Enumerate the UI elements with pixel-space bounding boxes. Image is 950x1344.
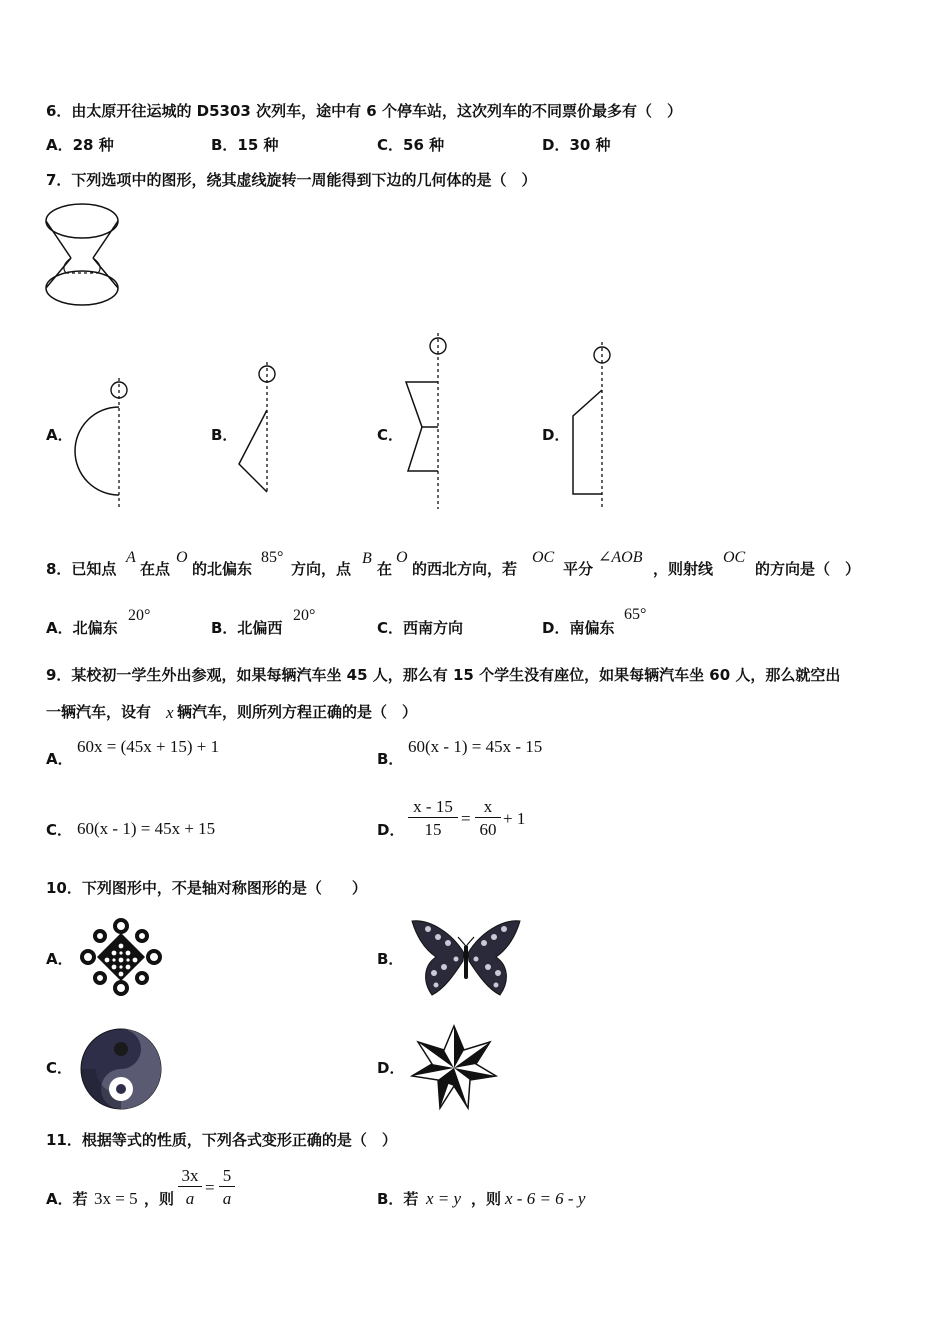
q8-option-b-deg: 20° [293,607,316,624]
q9-eq-d-frac1[interactable] [408,798,458,838]
q11-a-num1: 3x [178,1167,202,1187]
q9-label-b[interactable]: B． [377,750,404,768]
q11-option-a-equals: = [205,1178,215,1197]
q9-eq-b[interactable]: 60(x - 1) = 45x - 15 [408,737,543,756]
q8-point-o-2: O [396,549,408,566]
q9-eq-d-frac2[interactable] [475,798,501,838]
q8-option-a-deg: 20° [128,607,151,624]
star-icon[interactable] [410,1024,498,1112]
q9-eq-d-den1: 15 [424,820,442,839]
q8-ray-oc-2: OC [723,549,746,566]
q8-text-5: 在 [377,560,393,578]
q10-label-a[interactable]: A． [46,950,73,968]
q8-point-b: B [362,550,372,567]
q9-eq-a[interactable]: 60x = (45x + 15) + 1 [77,737,220,756]
q11-option-a-frac1 [178,1167,202,1207]
q9-stem-line1: 9．某校初一学生外出参观，如果每辆汽车坐 45 人，那么有 15 个学生没有座位，如果每辆汽车坐 60 人，那么就空出 [46,666,841,684]
q7-figure-b-triangle[interactable] [230,362,290,502]
q9-label-a[interactable]: A． [46,750,73,768]
q11-option-a-eq: 3x = 5 [94,1189,138,1208]
q11-option-b-mid: ，则 [471,1190,502,1208]
q11-option-a-frac2 [219,1167,235,1207]
q11-option-b-result: x - 6 = 6 - y [505,1189,586,1208]
q8-text-9: 的方向是（ ） [755,560,861,578]
q8-option-c[interactable]: C．西南方向 [377,619,464,637]
q9-eq-d-tail: + 1 [503,809,526,828]
q7-stem: 7．下列选项中的图形，绕其虚线旋转一周能得到下边的几何体的是（ ） [46,171,537,189]
q9-var-x: x [166,703,174,722]
q8-option-b[interactable]: B．北偏西 [211,619,283,637]
q9-eq-c[interactable]: 60(x - 1) = 45x + 15 [77,819,216,838]
q8-text-7: 平分 [563,560,594,578]
q11-a-num2: 5 [219,1167,235,1187]
q9-eq-d-equals: = [461,809,471,828]
q11-option-b-eq: x = y [426,1189,462,1208]
q8-angle-aob: ∠AOB [598,549,643,566]
q9-eq-d-num2: x [475,798,501,818]
q8-text-6: 的西北方向，若 [412,560,518,578]
q8-option-d-deg: 65° [624,606,647,623]
q7-figure-a-semicircle[interactable] [70,376,140,511]
q6-stem: 6．由太原开往运城的 D5303 次列车，途中有 6 个停车站，这次列车的不同票价最多有（ ） [46,102,682,120]
q8-text-4: 方向，点 [291,560,352,578]
q6-option-b[interactable]: B．15 种 [211,136,279,154]
q10-label-d[interactable]: D． [377,1059,405,1077]
q8-point-o: O [176,549,188,566]
butterfly-icon[interactable] [408,915,524,1001]
q11-a-den2: a [222,1189,232,1208]
q8-option-d[interactable]: D．南偏东 [542,619,615,637]
q7-figure-c-hourglass[interactable] [400,333,460,513]
q11-a-den1: a [185,1189,195,1208]
q8-ray-oc: OC [532,549,555,566]
q6-option-a[interactable]: A．28 种 [46,136,114,154]
q11-option-b-prefix[interactable]: B．若 [377,1190,419,1208]
q9-label-d[interactable]: D． [377,821,405,839]
q11-stem: 11．根据等式的性质，下列各式变形正确的是（ ） [46,1131,397,1149]
q8-deg-85: 85° [261,549,284,566]
q10-stem: 10．下列图形中，不是轴对称图形的是（ ） [46,879,367,897]
q6-option-c[interactable]: C．56 种 [377,136,445,154]
q7-label-c[interactable]: C． [377,426,404,444]
chinese-knot-icon[interactable] [78,916,164,998]
q9-eq-d-num1: x - 15 [408,798,458,818]
q7-label-d[interactable]: D． [542,426,570,444]
q7-label-b[interactable]: B． [211,426,238,444]
q8-point-a: A [126,549,136,566]
q9-stem-line2a: 一辆汽车，设有 [46,703,152,721]
q9-eq-d-den2: 60 [479,820,497,839]
q8-text-1: 8．已知点 [46,560,117,578]
q7-label-a[interactable]: A． [46,426,73,444]
double-cone-figure [40,200,130,315]
q6-option-d[interactable]: D．30 种 [542,136,611,154]
q7-figure-d-trapezoid[interactable] [565,342,625,512]
q8-text-3: 的北偏东 [192,560,253,578]
q8-text-2: 在点 [140,560,171,578]
q11-option-a-mid: ，则 [144,1190,175,1208]
q8-text-8: ，则射线 [653,560,714,578]
q8-option-a[interactable]: A．北偏东 [46,619,118,637]
q11-option-a-prefix[interactable]: A．若 [46,1190,88,1208]
q10-label-b[interactable]: B． [377,950,404,968]
q9-stem-line2b: 辆汽车，则所列方程正确的是（ ） [177,703,418,721]
yin-yang-icon[interactable] [78,1026,164,1112]
q9-label-c[interactable]: C． [46,821,73,839]
q10-label-c[interactable]: C． [46,1059,73,1077]
